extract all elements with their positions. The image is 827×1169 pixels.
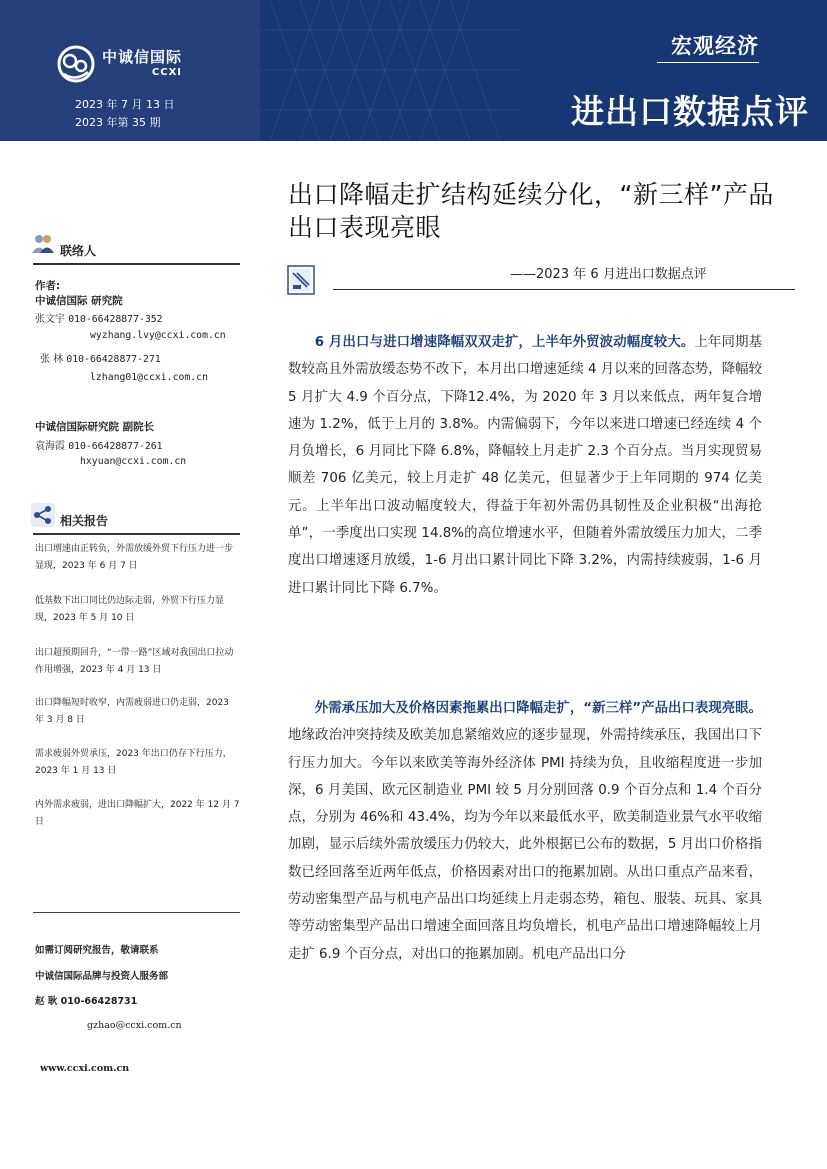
report-category: 宏观经济 — [671, 34, 759, 58]
contact-email[interactable]: lzhang01@ccxi.com.cn — [90, 372, 208, 383]
contact-phone: 010-66428877-271 — [66, 354, 161, 365]
paragraph-lead: 6 月出口与进口增速降幅双双走扩，上半年外贸波动幅度较大。 — [314, 335, 695, 350]
subscribe-divider — [33, 912, 240, 913]
related-report-item[interactable]: 低基数下出口同比仍边际走弱，外贸下行压力显现，2023 年 5 月 10 日 — [35, 596, 225, 623]
contact-email[interactable]: hxyuan@ccxi.com.cn — [80, 456, 187, 467]
subscribe-phone: 010-66428731 — [60, 996, 138, 1007]
subscribe-line: 如需订阅研究报告，敬请联系 — [35, 945, 159, 956]
ccxi-logo-icon — [56, 44, 96, 84]
contact-person — [35, 310, 163, 325]
related-report-item[interactable]: 出口增速由正转负，外需放缓外贸下行压力进一步显现，2023 年 6 月 7 日 — [35, 544, 234, 571]
ccxi-logo — [56, 44, 182, 84]
body-paragraph — [288, 329, 762, 602]
related-divider — [33, 533, 240, 535]
brand-name-cn: 中诚信国际 — [102, 48, 183, 66]
body-paragraph — [288, 695, 762, 968]
header-left-band — [0, 0, 260, 141]
brand-name-en: CCXI — [151, 67, 183, 78]
deputy-title: 中诚信国际研究院 副院长 — [35, 421, 155, 433]
contacts-section-title: 联络人 — [60, 244, 97, 258]
subscribe-dept: 中诚信国际品牌与投资人服务部 — [35, 971, 169, 982]
contact-phone: 010-66428877-261 — [68, 441, 163, 452]
subscribe-email[interactable]: gzhao@ccxi.com.cn — [87, 1020, 182, 1031]
publish-date: 2023 年 7 月 13 日 — [75, 98, 175, 111]
contact-person — [35, 437, 163, 452]
website-link[interactable]: www.ccxi.com.cn — [40, 1063, 130, 1074]
contacts-divider — [33, 263, 240, 265]
contact-phone: 010-66428877-352 — [68, 314, 163, 325]
subscribe-contact — [35, 993, 137, 1007]
paragraph-lead: 外需承压加大及价格因素拖累出口降幅走扩，“新三样”产品出口表现亮眼。 — [314, 701, 762, 716]
authors-label: 作者: — [35, 280, 61, 292]
related-report-item[interactable]: 需求疲弱外贸承压，2023 年出口仍存下行压力，2023 年 1 月 13 日 — [35, 749, 232, 776]
title-divider — [333, 289, 795, 290]
related-section-title: 相关报告 — [60, 514, 109, 528]
contact-name: 袁海霞 — [35, 441, 65, 452]
report-type-title: 进出口数据点评 — [571, 92, 809, 131]
issue-number: 2023 年第 35 期 — [75, 116, 161, 129]
author-org: 中诚信国际 研究院 — [35, 295, 123, 307]
report-subtitle: ——2023 年 6 月进出口数据点评 — [510, 267, 707, 282]
contact-person — [40, 350, 161, 365]
report-title: 出口降幅走扩结构延续分化，“新三样”产品出口表现亮眼 — [288, 180, 774, 242]
related-report-item[interactable]: 内外需求疲弱，进出口降幅扩大，2022 年 12 月 7 日 — [35, 800, 240, 827]
share-icon — [30, 502, 56, 528]
contact-email[interactable]: wyzhang.lvy@ccxi.com.cn — [90, 330, 226, 341]
header-right-band — [260, 0, 827, 141]
related-report-item[interactable]: 出口降幅短时收窄，内需疲弱进口仍走弱，2023 年 3 月 8 日 — [35, 698, 229, 725]
subscribe-name: 赵 耿 — [35, 996, 58, 1007]
category-underline — [657, 62, 759, 63]
contact-name: 张 林 — [40, 354, 64, 365]
paragraph-body: 上年同期基数较高且外需放缓态势不改下，本月出口增速延续 4 月以来的回落态势，降幅较 5 月扩大 4.9 个百分点，下降12.4%，为 2020 年 3 月以来低点，两年复合增速为 1.2%，低于上月的 3.8%。内需偏弱下，今年以来进口增速已经连续 4 个月负增长，6 月同比下降 6.8%，降幅较上月走扩 2.3 个百分点。当月实现贸易顺差 706 亿美元，较上月走扩 48 亿美元，但显著少于上年同期的 974 亿美元。上半年出口波动幅度较大，得益于年初外需仍具韧性及企业积极“出海抢单”，一季度出口实现 14.8%的高位增速水平，但随着外需放缓压力加大，二季度出口增速逐月放缓，1-6 月出口累计同比下降 3.2%，内需持续疲弱，1-6 月进口累计同比下降 6.7%。 — [288, 335, 762, 596]
contacts-icon — [30, 231, 56, 257]
related-report-item[interactable]: 出口超预期回升，“一带一路”区域对我国出口拉动作用增强，2023 年 4 月 13 日 — [35, 648, 234, 675]
document-icon — [287, 265, 315, 295]
paragraph-body: 地缘政治冲突持续及欧美加息紧缩效应的逐步显现，外需持续承压，我国出口下行压力加大。今年以来欧美等海外经济体 PMI 持续为负，且收缩程度进一步加深，6 月美国、欧元区制造业 PMI 较 5 月分别回落 0.9 个百分点和 1.4 个百分点，分别为 46%和 43.4%，均为今年以来最低水平，欧美制造业景气水平收缩加剧，显示后续外需放缓压力仍较大，此外根据已公布的数据，5 月出口价格指数已经回落至近两年低点，价格因素对出口的拖累加剧。从出口重点产品来看，劳动密集型产品与机电产品出口均延续上月走弱态势，箱包、服装、玩具、家具等劳动密集型产品出口增速全面回落且均负增长，机电产品出口增速降幅较上月走扩 6.9 个百分点，对出口的拖累加剧。机电产品出口分 — [288, 728, 762, 962]
contact-name: 张文宇 — [35, 314, 65, 325]
